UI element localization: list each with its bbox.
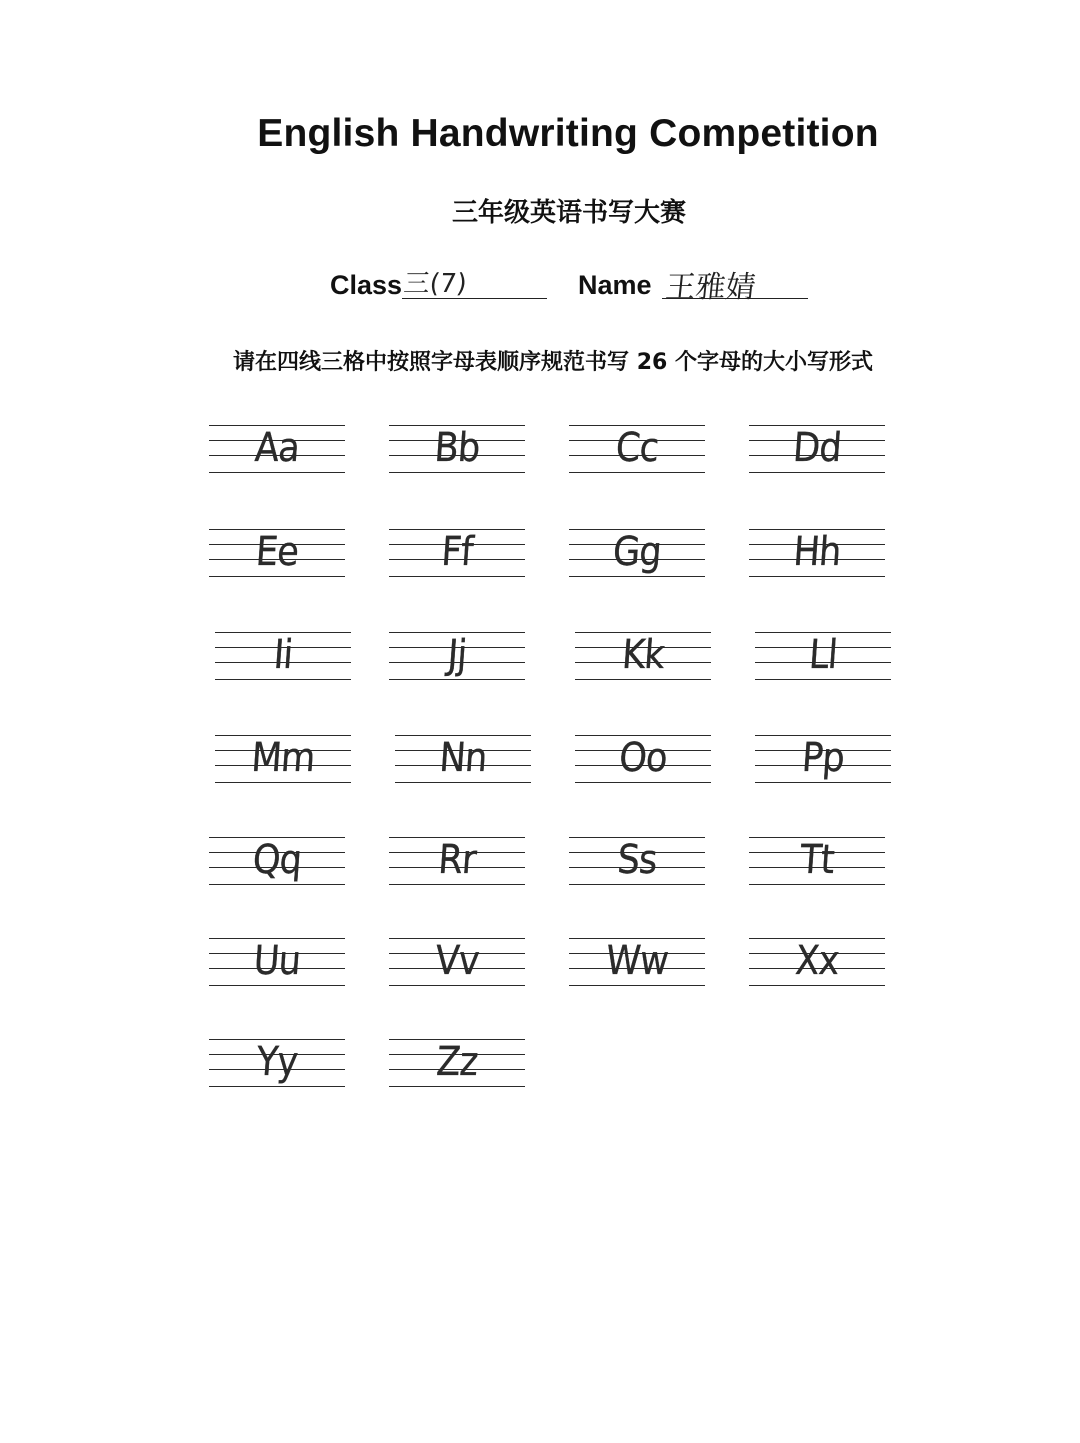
letter-cell[interactable] [209,529,345,579]
letter-cell[interactable] [749,425,885,475]
instruction-text: 请在四线三格中按照字母表顺序规范书写 26 个字母的大小写形式 [233,350,873,375]
handwritten-letter-pair: Ww [604,938,670,984]
letter-cell[interactable] [209,837,345,887]
letter-cell[interactable] [389,1039,525,1089]
class-value[interactable]: 三(7) [402,269,469,299]
handwritten-letter-pair: Zz [434,1039,480,1085]
letter-cell[interactable] [389,837,525,887]
handwritten-letter-pair: Pp [800,735,846,781]
handwritten-letter-pair: Jj [446,632,468,678]
letter-cell[interactable] [209,425,345,475]
letter-cell[interactable] [755,735,891,785]
handwritten-letter-pair: Yy [255,1039,299,1085]
letter-cell[interactable] [749,529,885,579]
letter-cell[interactable] [569,529,705,579]
letter-cell[interactable] [575,735,711,785]
handwritten-letter-pair: Vv [433,938,481,984]
letter-cell[interactable] [569,938,705,988]
letter-cell[interactable] [209,938,345,988]
letter-cell[interactable] [749,938,885,988]
handwritten-letter-pair: Tt [798,837,836,883]
letter-cell[interactable] [575,632,711,682]
handwritten-letter-pair: Ll [807,632,839,678]
handwritten-letter-pair: Nn [437,735,489,781]
letter-cell[interactable] [569,425,705,475]
handwritten-letter-pair: Uu [252,938,302,984]
letter-cell[interactable] [215,735,351,785]
handwritten-letter-pair: Hh [791,529,843,575]
letter-cell[interactable] [209,1039,345,1089]
letter-cell[interactable] [755,632,891,682]
handwritten-letter-pair: Cc [614,425,660,471]
letter-cell[interactable] [749,837,885,887]
handwritten-letter-pair: Dd [791,425,843,471]
class-label: Class [330,270,403,300]
handwritten-letter-pair: Xx [793,938,841,984]
handwritten-letter-pair: Qq [251,837,303,883]
page-subtitle: 三年级英语书写大赛 [451,198,686,228]
handwritten-letter-pair: Ee [254,529,300,575]
handwritten-letter-pair: Ss [615,837,659,883]
letter-cell[interactable] [389,425,525,475]
handwritten-letter-pair: Rr [436,837,478,883]
handwritten-letter-pair: Gg [611,529,663,575]
letter-cell[interactable] [389,529,525,579]
letter-cell[interactable] [389,632,525,682]
handwritten-letter-pair: Ii [272,632,294,678]
name-value[interactable]: 王雅婧 [663,270,758,305]
letter-cell[interactable] [395,735,531,785]
handwritten-letter-pair: Mm [249,735,317,781]
handwritten-letter-pair: Bb [433,425,481,471]
handwritten-letter-pair: Aa [253,425,301,471]
handwritten-letter-pair: Ff [439,529,475,575]
name-label: Name [578,270,652,300]
letter-cell[interactable] [389,938,525,988]
handwritten-letter-pair: Kk [620,632,666,678]
letter-cell[interactable] [569,837,705,887]
handwritten-letter-pair: Oo [617,735,669,781]
letter-cell[interactable] [215,632,351,682]
page-title: English Handwriting Competition [257,112,879,155]
